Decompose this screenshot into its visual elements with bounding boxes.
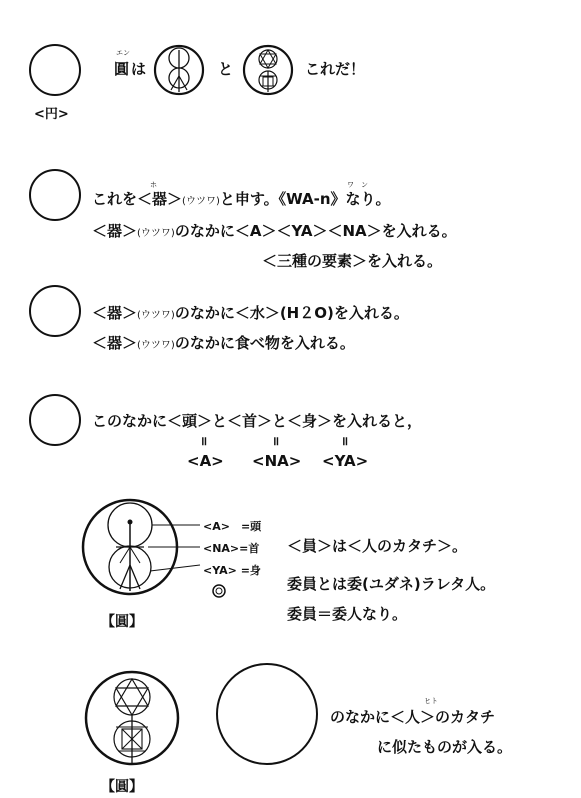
ruby-en: エン: [116, 49, 130, 57]
en-label: <円>: [34, 107, 69, 122]
wa-particle: は: [131, 60, 147, 78]
plain-circle: [29, 285, 81, 337]
eq-mark-ya: ॥: [341, 434, 349, 448]
label-ya-body: <YA> =身: [203, 564, 261, 577]
row2-line2-small: (ウツワ): [137, 228, 175, 239]
row6-text1: のなかに＜人＞のカタチ: [330, 708, 496, 726]
row3-line1: [92, 302, 409, 323]
caption-en: 【圓】: [101, 614, 143, 630]
to-particle: と: [218, 60, 234, 78]
ruby-hito: ヒト: [424, 697, 438, 705]
row3-line2: [92, 332, 355, 353]
row2-line1-ki: 器: [152, 190, 168, 208]
large-plain-circle: [216, 663, 318, 765]
row2-line3: ＜三種の要素＞を入れる。: [262, 252, 443, 270]
row4-na: <NA>: [252, 452, 302, 470]
row4-line1: このなかに＜頭＞と＜首＞と＜身＞を入れると，: [92, 412, 423, 430]
row2-line1-b: ＞: [167, 190, 183, 208]
row5-text3: 委員＝委人なり。: [287, 605, 408, 623]
plain-circle: [29, 169, 81, 221]
koreda-text: これだ！: [305, 60, 366, 78]
row3-line2-a: ＜器＞: [92, 334, 138, 352]
row2-line1-a: これを＜: [92, 190, 153, 208]
plain-circle: [29, 44, 81, 96]
row4-a: <A>: [187, 452, 224, 470]
row5-text1: ＜員＞は＜人のカタチ＞。: [287, 537, 468, 555]
caption-en-2: 【圓】: [101, 779, 143, 795]
row3-line1-small: (ウツワ): [137, 310, 175, 321]
row5-text2: 委員とは委(ユダネ)ラレタ人。: [287, 575, 496, 593]
eq-mark-a: ॥: [200, 434, 208, 448]
eq-mark-na: ॥: [272, 434, 280, 448]
ruby-ho: ホ: [150, 181, 157, 189]
row3-line1-b: のなかに＜水＞(H２O)を入れる。: [174, 304, 409, 322]
row4-ya: <YA>: [322, 452, 369, 470]
row2-line1: [92, 188, 391, 209]
row3-line2-small: (ウツワ): [137, 340, 175, 351]
row2-line2-a: ＜器＞: [92, 222, 138, 240]
row2-line1-c: と申す。《WA-n》なり。: [219, 190, 391, 208]
en-kanji: 圓: [114, 60, 130, 78]
row3-line2-b: のなかに食べ物を入れる。: [174, 334, 355, 352]
star-figure-diagram: [82, 665, 182, 771]
row2-line2: [92, 220, 457, 241]
row2-line1-small: (ウツワ): [182, 196, 220, 207]
plain-circle: [29, 394, 81, 446]
row6-text2: に似たものが入る。: [377, 738, 513, 756]
row3-line1-a: ＜器＞: [92, 304, 138, 322]
ruby-wa: ワ ン: [347, 181, 368, 189]
label-na-neck: <NA>=首: [203, 542, 260, 555]
label-a-head: <A> =頭: [203, 520, 262, 533]
row2-line2-b: のなかに＜A＞＜YA＞＜NA＞を入れる。: [174, 222, 457, 240]
star-circle-icon: [242, 42, 294, 98]
figure-circle-icon: [153, 42, 205, 98]
